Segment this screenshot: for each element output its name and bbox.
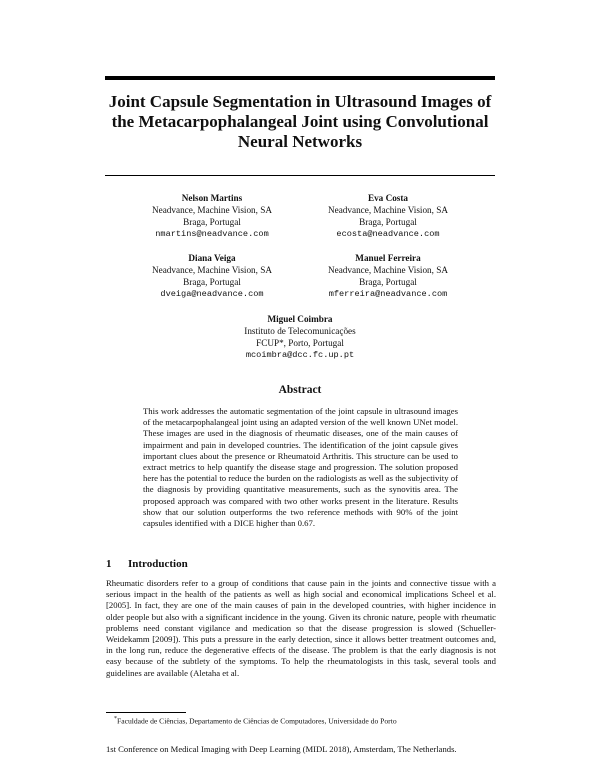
author-block bbox=[210, 313, 390, 361]
paper-title: Joint Capsule Segmentation in Ultrasound Images of the Metacarpophalangeal Joint using Convolutional Neural Networks bbox=[108, 92, 492, 151]
footnote-text: Faculdade de Ciências, Departamento de Ciências de Computadores, Universidade do Porto bbox=[117, 716, 397, 726]
author-location: Braga, Portugal bbox=[359, 277, 417, 287]
author-block bbox=[122, 252, 302, 300]
footnote-rule bbox=[106, 712, 186, 713]
author-location: Braga, Portugal bbox=[359, 217, 417, 227]
title-bottom-rule bbox=[105, 175, 495, 176]
author-name: Nelson Martins bbox=[181, 193, 243, 203]
author-name: Manuel Ferreira bbox=[355, 253, 421, 263]
abstract-heading: Abstract bbox=[278, 384, 322, 396]
conference-note: 1st Conference on Medical Imaging with Deep Learning (MIDL 2018), Amsterdam, The Netherlands. bbox=[106, 744, 457, 754]
author-email: mferreira@neadvance.com bbox=[328, 289, 448, 299]
section-title: Introduction bbox=[128, 558, 188, 570]
abstract-text: This work addresses the automatic segmentation of the joint capsule in ultrasound images of the metacarpophalangeal joint using an adapted version of the well known UNet model. These images are used in the diagnosis of rheumatic diseases, one of the main causes of impairment and pain in developed countries. The identification of the joint capsule gives important clues about the presence or Rheumatoid Arthritis. This structure can be used to extract metrics to help quantify the disease stage and progression. The solution proposed here has the potential to reduce the burden on the radiologists as well as the subjectivity of the diagnosis by providing quantitative measurements, such as the synovitis area. The proposed approach was compared with two other works present in the literature. Results show that our solution outperforms the two reference methods with 90% of the joint capsules identified with a DICE higher than 0.67. bbox=[143, 406, 458, 529]
author-name: Miguel Coimbra bbox=[267, 314, 333, 324]
author-email: dveiga@neadvance.com bbox=[160, 289, 264, 299]
author-affiliation: Neadvance, Machine Vision, SA bbox=[328, 205, 448, 215]
author-affiliation: Neadvance, Machine Vision, SA bbox=[152, 265, 272, 275]
section-heading bbox=[106, 558, 188, 570]
section-number: 1 bbox=[106, 558, 112, 570]
author-affiliation: Neadvance, Machine Vision, SA bbox=[328, 265, 448, 275]
author-name: Eva Costa bbox=[367, 193, 409, 203]
footnote-marker: * bbox=[114, 716, 117, 722]
author-affiliation: Instituto de Telecomunicações bbox=[244, 326, 356, 336]
footnote bbox=[114, 716, 397, 726]
author-block bbox=[298, 192, 478, 240]
author-location: Braga, Portugal bbox=[183, 277, 241, 287]
author-name: Diana Veiga bbox=[188, 253, 236, 263]
author-email: nmartins@neadvance.com bbox=[155, 229, 269, 239]
author-affiliation: Neadvance, Machine Vision, SA bbox=[152, 205, 272, 215]
author-location: Braga, Portugal bbox=[183, 217, 241, 227]
author-email: ecosta@neadvance.com bbox=[336, 229, 440, 239]
author-block bbox=[122, 192, 302, 240]
author-email: mcoimbra@dcc.fc.up.pt bbox=[245, 350, 355, 360]
author-block bbox=[298, 252, 478, 300]
title-top-rule bbox=[105, 76, 495, 80]
introduction-text: Rheumatic disorders refer to a group of conditions that cause pain in the joints and connective tissue with a serious impact in the health of the patients as well as high social and economical implications Scheel et al. [2005]. In fact, they are one of the main causes of pain in the developed countries, with higher incidence in older people but also with a significant incidence in the young. Given its chronic nature, people with rheumatic problems need constant vigilance and medication so that the disease progression is slowed (Schueller-Weidekamm [2009]). This puts a pressure in the early detection, since it allows better treatment outcomes and, in the long run, reduce the degenerative effects of the disease. The problem is that the early diagnosis is not easy because of the subtlety of the symptoms. To help the rheumatologists in this task, several tools and guidelines are available (Aletaha et al. bbox=[106, 578, 496, 678]
author-location: FCUP*, Porto, Portugal bbox=[256, 338, 344, 348]
